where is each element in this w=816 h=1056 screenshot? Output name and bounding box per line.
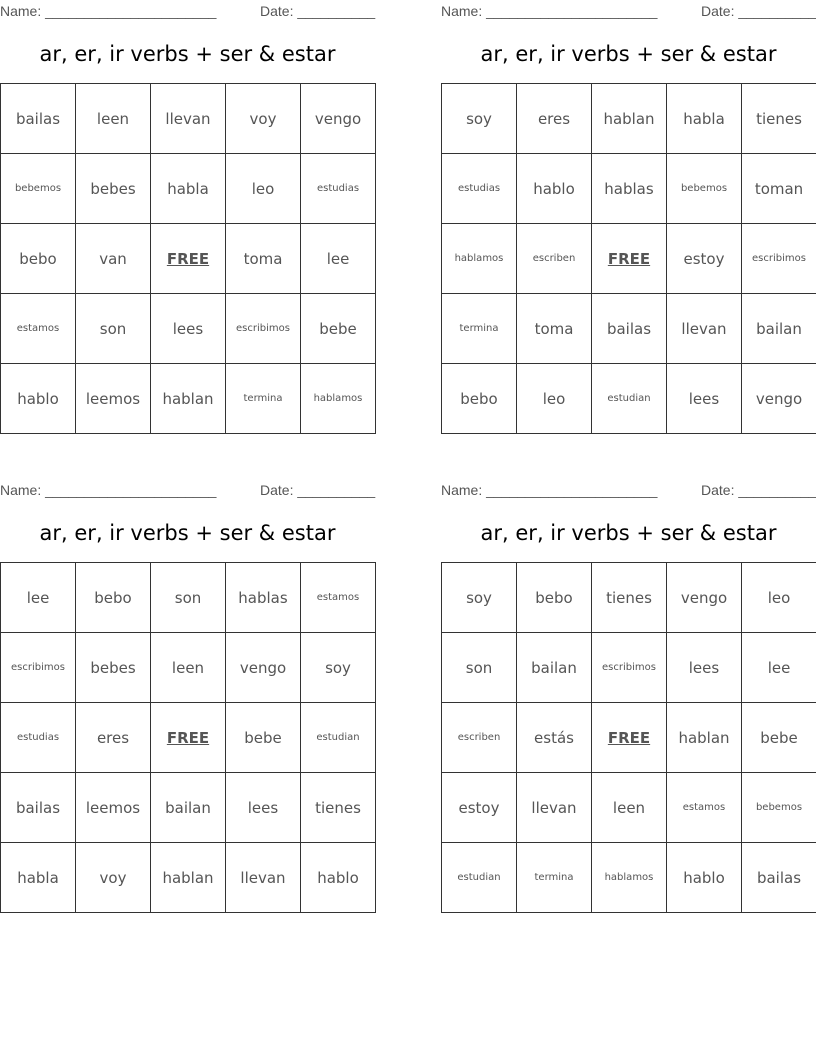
grid-cell: estudian	[442, 843, 517, 913]
grid-cell: bebe	[742, 703, 816, 773]
grid-cell: estudian	[592, 364, 667, 434]
grid-row	[442, 773, 816, 843]
grid-cell: lees	[667, 364, 742, 434]
grid-cell: lees	[151, 294, 226, 364]
grid-cell: llevan	[517, 773, 592, 843]
grid-cell: lees	[667, 633, 742, 703]
grid-cell: tienes	[301, 773, 376, 843]
grid-cell: van	[76, 224, 151, 294]
grid-cell: lee	[301, 224, 376, 294]
grid-cell: hablan	[592, 84, 667, 154]
grid-cell: llevan	[151, 84, 226, 154]
name-field: Name: ______________________	[0, 482, 217, 498]
grid-row	[442, 843, 816, 913]
grid-cell: leo	[742, 563, 816, 633]
grid-cell: vengo	[742, 364, 816, 434]
grid-row	[1, 843, 376, 913]
bingo-grid	[0, 562, 376, 913]
grid-cell: hablo	[301, 843, 376, 913]
grid-cell: hablas	[592, 154, 667, 224]
grid-cell: son	[151, 563, 226, 633]
grid-cell: bailas	[1, 773, 76, 843]
grid-cell: hablamos	[592, 843, 667, 913]
grid-cell: bebes	[76, 633, 151, 703]
grid-cell: habla	[1, 843, 76, 913]
grid-row	[1, 364, 376, 434]
grid-cell: hablo	[517, 154, 592, 224]
grid-cell: hablo	[1, 364, 76, 434]
grid-row	[442, 154, 816, 224]
grid-cell: bebemos	[1, 154, 76, 224]
grid-cell: termina	[517, 843, 592, 913]
grid-row	[1, 294, 376, 364]
name-field: Name: ______________________	[441, 3, 658, 19]
grid-cell: vengo	[226, 633, 301, 703]
grid-row	[1, 84, 376, 154]
grid-cell: habla	[667, 84, 742, 154]
grid-cell: eres	[517, 84, 592, 154]
grid-row	[442, 84, 816, 154]
grid-cell: bailas	[592, 294, 667, 364]
grid-cell: soy	[442, 563, 517, 633]
grid-cell: voy	[226, 84, 301, 154]
grid-cell: toma	[517, 294, 592, 364]
grid-cell: bailan	[742, 294, 816, 364]
grid-cell: bebo	[1, 224, 76, 294]
grid-cell: bebo	[76, 563, 151, 633]
grid-cell: estamos	[301, 563, 376, 633]
free-space-cell: FREE	[592, 703, 667, 773]
grid-cell: bailas	[742, 843, 816, 913]
grid-cell: vengo	[301, 84, 376, 154]
grid-cell: habla	[151, 154, 226, 224]
grid-cell: escriben	[517, 224, 592, 294]
grid-row	[442, 224, 816, 294]
card-title: ar, er, ir verbs + ser & estar	[39, 521, 336, 545]
grid-cell: tienes	[742, 84, 816, 154]
grid-cell: hablas	[226, 563, 301, 633]
grid-cell: hablamos	[442, 224, 517, 294]
grid-cell: toman	[742, 154, 816, 224]
grid-cell: llevan	[226, 843, 301, 913]
free-space-cell: FREE	[151, 224, 226, 294]
grid-cell: leemos	[76, 773, 151, 843]
grid-cell: bailas	[1, 84, 76, 154]
grid-row	[442, 563, 816, 633]
grid-cell: escribimos	[742, 224, 816, 294]
grid-cell: hablamos	[301, 364, 376, 434]
grid-cell: toma	[226, 224, 301, 294]
card-header	[0, 3, 375, 21]
grid-row	[442, 364, 816, 434]
grid-cell: estudias	[1, 703, 76, 773]
grid-cell: lee	[742, 633, 816, 703]
grid-cell: hablan	[151, 843, 226, 913]
grid-cell: lees	[226, 773, 301, 843]
grid-cell: lee	[1, 563, 76, 633]
card-title: ar, er, ir verbs + ser & estar	[480, 42, 777, 66]
date-field: Date: __________	[701, 3, 816, 19]
grid-cell: escribimos	[226, 294, 301, 364]
grid-cell: termina	[442, 294, 517, 364]
card-header	[441, 3, 816, 21]
grid-cell: bebo	[517, 563, 592, 633]
grid-cell: hablo	[667, 843, 742, 913]
date-field: Date: __________	[260, 482, 376, 498]
grid-cell: bailan	[517, 633, 592, 703]
card-title: ar, er, ir verbs + ser & estar	[480, 521, 777, 545]
grid-cell: leo	[226, 154, 301, 224]
name-field: Name: ______________________	[441, 482, 658, 498]
bingo-grid	[441, 562, 816, 913]
grid-cell: bebes	[76, 154, 151, 224]
grid-row	[1, 703, 376, 773]
grid-cell: bailan	[151, 773, 226, 843]
date-field: Date: __________	[701, 482, 816, 498]
grid-cell: leo	[517, 364, 592, 434]
grid-cell: estoy	[442, 773, 517, 843]
card-header	[441, 482, 816, 500]
grid-cell: estudias	[301, 154, 376, 224]
free-space-cell: FREE	[592, 224, 667, 294]
grid-row	[442, 633, 816, 703]
date-field: Date: __________	[260, 3, 376, 19]
grid-cell: bebo	[442, 364, 517, 434]
grid-cell: soy	[301, 633, 376, 703]
grid-cell: leen	[592, 773, 667, 843]
grid-cell: hablan	[151, 364, 226, 434]
grid-cell: leemos	[76, 364, 151, 434]
grid-cell: bebe	[226, 703, 301, 773]
grid-cell: termina	[226, 364, 301, 434]
grid-cell: son	[76, 294, 151, 364]
grid-cell: llevan	[667, 294, 742, 364]
free-space-cell: FREE	[151, 703, 226, 773]
grid-cell: voy	[76, 843, 151, 913]
grid-row	[1, 563, 376, 633]
bingo-grid	[441, 83, 816, 434]
grid-cell: estamos	[1, 294, 76, 364]
grid-row	[1, 154, 376, 224]
grid-cell: eres	[76, 703, 151, 773]
name-field: Name: ______________________	[0, 3, 217, 19]
bingo-grid	[0, 83, 376, 434]
grid-cell: leen	[151, 633, 226, 703]
grid-row	[1, 224, 376, 294]
grid-row	[442, 294, 816, 364]
grid-cell: escribimos	[1, 633, 76, 703]
grid-cell: bebemos	[742, 773, 816, 843]
grid-cell: estoy	[667, 224, 742, 294]
grid-cell: bebemos	[667, 154, 742, 224]
grid-cell: bebe	[301, 294, 376, 364]
grid-cell: leen	[76, 84, 151, 154]
grid-cell: tienes	[592, 563, 667, 633]
grid-cell: soy	[442, 84, 517, 154]
grid-row	[1, 633, 376, 703]
grid-cell: escribimos	[592, 633, 667, 703]
card-title: ar, er, ir verbs + ser & estar	[39, 42, 336, 66]
card-header	[0, 482, 375, 500]
grid-row	[442, 703, 816, 773]
grid-cell: estás	[517, 703, 592, 773]
grid-cell: hablan	[667, 703, 742, 773]
grid-cell: estudian	[301, 703, 376, 773]
grid-cell: vengo	[667, 563, 742, 633]
grid-cell: estudias	[442, 154, 517, 224]
grid-cell: escriben	[442, 703, 517, 773]
grid-cell: estamos	[667, 773, 742, 843]
grid-cell: son	[442, 633, 517, 703]
grid-row	[1, 773, 376, 843]
